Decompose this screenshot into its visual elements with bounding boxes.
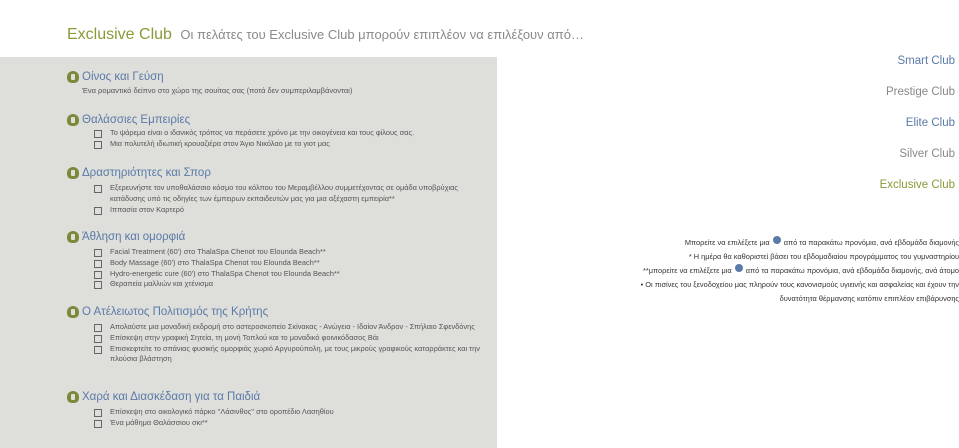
page-title: [67, 26, 584, 44]
fork-icon: [67, 71, 79, 83]
section-cretan-culture: [67, 304, 494, 365]
section-title: Οίνος και Γεύση: [82, 71, 164, 83]
list-item: Μια πολυτελή ιδιωτική κρουαζιέρα στον Άγιο Νικόλαο με το γιοτ μας: [94, 139, 494, 150]
checkbox-icon: [94, 271, 102, 279]
section-intro: Ένα ρομαντικό δείπνο στο χώρο της σουίτας σας (ποτά δεν συμπεριλαμβάνονται): [82, 86, 353, 95]
club-link-elite[interactable]: Elite Club: [905, 117, 955, 129]
page-subtitle: Οι πελάτες του Exclusive Club μπορούν επιπλέον να επιλέξουν από…: [180, 27, 584, 42]
checkbox-icon: [94, 409, 102, 417]
section-title: Ο Ατέλειωτος Πολιτισμός της Κρήτης: [82, 306, 269, 318]
checkbox-icon: [94, 346, 102, 354]
list-item: Hydro-energetic cure (60') στο ThalaSpa Chenot του Elounda Beach**: [94, 269, 494, 280]
list-item: Το ψάρεμα είναι ο ιδανικός τρόπος να περάσετε χρόνο με την οικογένεια και τους φίλους σας.: [94, 128, 494, 139]
checkbox-icon: [94, 130, 102, 138]
fork-icon: [67, 114, 79, 126]
section-title: Χαρά και Διασκέδαση για τα Παιδιά: [82, 391, 261, 403]
fork-icon: [67, 306, 79, 318]
list-item: Επισκεφτείτε το σπάνιας φυσικής ομορφιάς χωριό Αργυρούπολη, με τους μικρούς γραφικούς καταρράκτες και την πλούσια βλάστηση: [94, 344, 494, 366]
note-line: Μπορείτε να επιλέξετε μια από τα παρακάτω προνόμια, ανά εβδομάδα διαμονής: [684, 238, 959, 247]
fork-icon: [735, 264, 743, 272]
fork-icon: [67, 231, 79, 243]
note-line: • Οι πισίνες του ξενοδοχείου μας πληρούν τους κανονισμούς υγιεινής και ασφαλείας και έχουν την: [640, 280, 959, 289]
section-activities-sports: [67, 165, 494, 215]
note-line: **μπορείτε να επιλέξετε μια από τα παρακάτω προνόμια, ανά εβδομάδα διαμονής, ανά άτομο: [643, 266, 959, 275]
club-link-smart[interactable]: Smart Club: [897, 55, 955, 67]
list-item: Body Massage (60') στο ThalaSpa Chenot του Elounda Beach**: [94, 258, 494, 269]
notes: [619, 236, 959, 306]
checkbox-icon: [94, 324, 102, 332]
list-item: Εξερευνήστε τον υποθαλάσσιο κόσμο του κόλπου του Μεραμβέλλου συμμετέχοντας σε ομάδα υποβρύχιας κατάδυσης υπό τις οδηγίες των έμπειρων εκπαιδευτών μας για μια αξέχαστη εμπειρία**: [94, 183, 494, 205]
fork-icon: [67, 167, 79, 179]
page-title-main: Exclusive Club: [67, 26, 172, 43]
checkbox-icon: [94, 207, 102, 215]
club-nav: [880, 54, 955, 209]
list-item: Απολαύστε μια μοναδική εκδρομή στο αστεροσκοπείο Σκίνακας - Ανώγεια - Ιδαίον Άνδρον - Σπήλαιο Σφενδόνης: [94, 322, 494, 333]
section-title: Θαλάσσιες Εμπειρίες: [82, 114, 191, 126]
section-title: Δραστηριότητες και Σπορ: [82, 167, 211, 179]
list-item: Επίσκεψη στο οικολογικό πάρκο ''Λάσινθος'' στο οροπέδιο Λασηθίου: [94, 407, 494, 418]
list-item: Επίσκεψη στην γραφική Σητεία, τη μονή Τοπλού και το μοναδικό φοινικόδασος Βάι: [94, 333, 494, 344]
fork-icon: [773, 236, 781, 244]
section-kids-fun: [67, 389, 494, 429]
note-line: * Η ημέρα θα καθοριστεί βάσει του εβδομαδιαίου προγράμματος του γυμναστηρίου: [688, 252, 959, 261]
section-sea-experiences: [67, 112, 494, 150]
checkbox-icon: [94, 141, 102, 149]
checkbox-icon: [94, 260, 102, 268]
list-item: Ένα μάθημα Θαλάσσιου σκι**: [94, 418, 494, 429]
club-link-exclusive[interactable]: Exclusive Club: [879, 179, 955, 191]
list-item: Θεραπεία μαλλιών και χτένισμα: [94, 279, 494, 290]
section-fitness-beauty: [67, 229, 494, 290]
list-item: Facial Treatment (60') στο ThalaSpa Chenot του Elounda Beach**: [94, 247, 494, 258]
checkbox-icon: [94, 420, 102, 428]
list-item: Ιππασία στον Καρτερό: [94, 205, 494, 216]
checkbox-icon: [94, 281, 102, 289]
section-title: Άθληση και ομορφιά: [82, 231, 186, 243]
club-link-prestige[interactable]: Prestige Club: [885, 86, 955, 98]
note-line: δυνατότητα θέρμανσης κατόπιν επιπλέον επιβάρυνσης: [779, 294, 959, 303]
club-link-silver[interactable]: Silver Club: [899, 148, 955, 160]
checkbox-icon: [94, 335, 102, 343]
checkbox-icon: [94, 185, 102, 193]
checkbox-icon: [94, 249, 102, 257]
fork-icon: [67, 391, 79, 403]
section-wine-gastronomy: [67, 69, 352, 95]
